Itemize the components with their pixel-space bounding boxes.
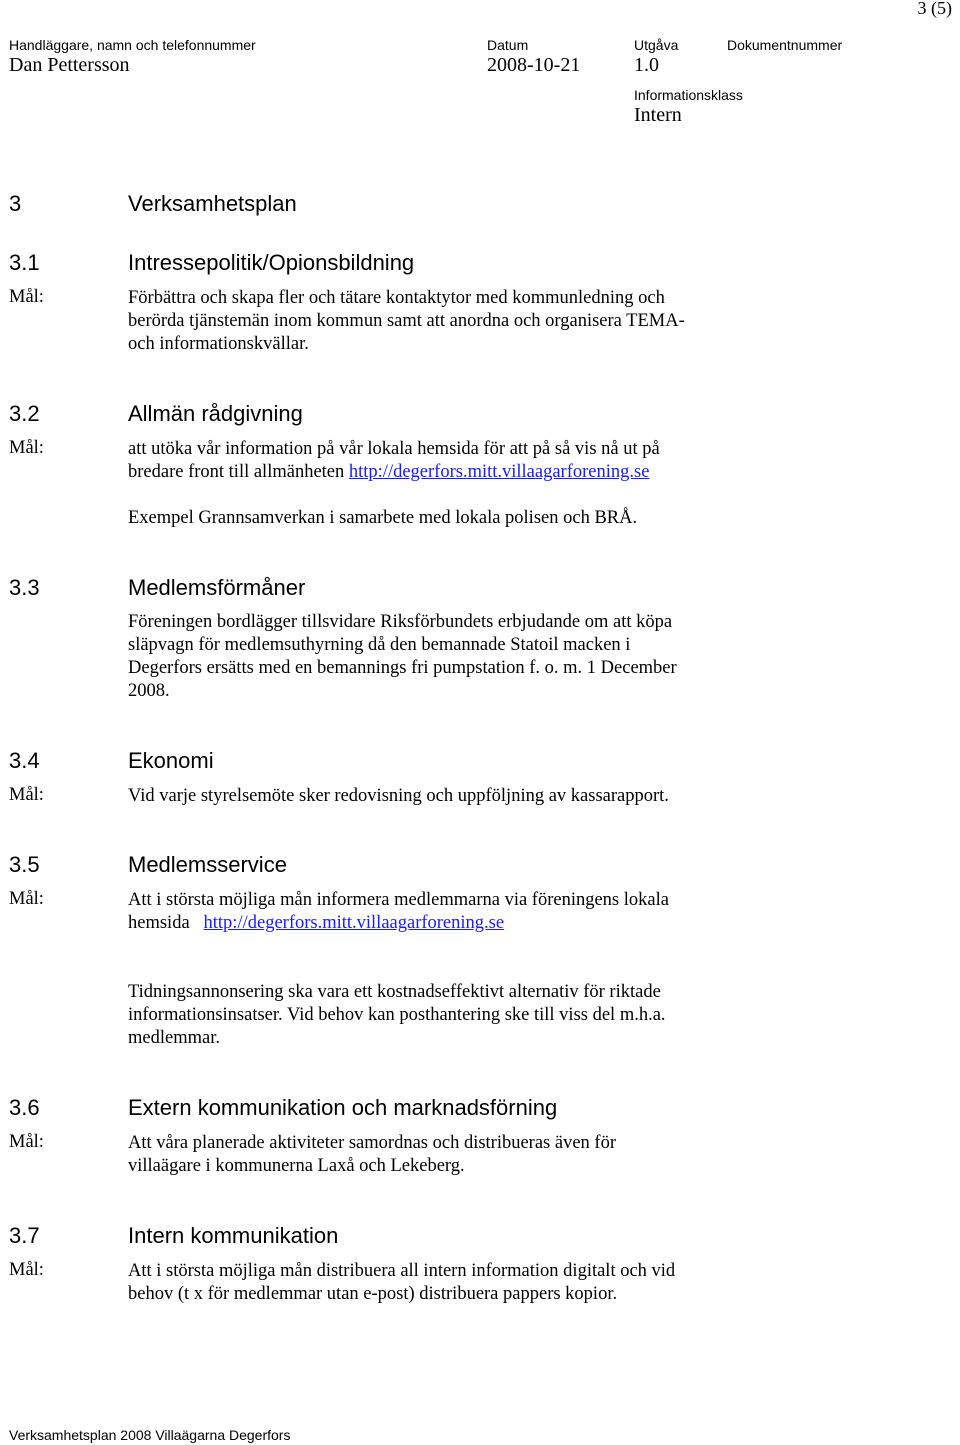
section-3-2-title: Allmän rådgivning bbox=[128, 401, 303, 426]
text-line: informationsinsatser. Vid behov kan posthantering ske till viss del m.h.a. bbox=[128, 1005, 666, 1025]
section-3-1-title: Intressepolitik/Opionsbildning bbox=[128, 250, 415, 275]
section-3-2-number: 3.2 bbox=[9, 401, 40, 426]
section-3-3-number: 3.3 bbox=[9, 575, 40, 600]
text-fragment: hemsida bbox=[128, 913, 195, 933]
page-footer: Verksamhetsplan 2008 Villaägarna Degerfors bbox=[9, 1427, 291, 1443]
goal-label: Mål: bbox=[9, 1260, 44, 1280]
text-line bbox=[128, 461, 788, 484]
class-value: Intern bbox=[634, 104, 682, 126]
text-line: Degerfors ersätts med en bemannings fri pumpstation f. o. m. 1 December bbox=[128, 658, 677, 678]
edition-label: Utgåva bbox=[634, 37, 679, 53]
date-value: 2008-10-21 bbox=[487, 54, 581, 76]
section-3-7-text bbox=[128, 1260, 788, 1306]
goal-label: Mål: bbox=[9, 438, 44, 458]
section-3-2-example: Exempel Grannsamverkan i samarbete med lokala polisen och BRÅ. bbox=[128, 508, 638, 528]
chapter-title: Verksamhetsplan bbox=[128, 191, 297, 216]
text-line bbox=[128, 912, 788, 935]
text-line: villaägare i kommunerna Laxå och Lekeberg. bbox=[128, 1156, 465, 1176]
website-link[interactable]: http://degerfors.mitt.villaagarforening.se bbox=[203, 913, 505, 933]
section-3-2-text bbox=[128, 438, 788, 484]
docnum-label: Dokumentnummer bbox=[727, 37, 843, 53]
text-line: Att våra planerade aktiviteter samordnas och distribueras även för bbox=[128, 1133, 617, 1153]
section-3-7-title: Intern kommunikation bbox=[128, 1223, 339, 1248]
text-line: Förbättra och skapa fler och tätare kontaktytor med kommunledning och bbox=[128, 288, 665, 308]
section-3-3-title: Medlemsförmåner bbox=[128, 575, 306, 600]
handler-value: Dan Pettersson bbox=[9, 54, 130, 76]
section-3-7-number: 3.7 bbox=[9, 1223, 40, 1248]
date-label: Datum bbox=[487, 37, 529, 53]
text-line: Föreningen bordlägger tillsvidare Riksförbundets erbjudande om att köpa bbox=[128, 612, 673, 632]
section-3-1-number: 3.1 bbox=[9, 250, 40, 275]
text-line: 2008. bbox=[128, 681, 170, 701]
goal-label: Mål: bbox=[9, 1132, 44, 1152]
class-label: Informationsklass bbox=[634, 87, 743, 103]
text-line: medlemmar. bbox=[128, 1028, 220, 1048]
section-3-5-extra bbox=[128, 981, 788, 1050]
text-line: Att i största möjliga mån informera medlemmarna via föreningens lokala bbox=[128, 890, 669, 910]
section-3-5-number: 3.5 bbox=[9, 852, 40, 877]
text-line: Att i största möjliga mån distribuera all intern information digitalt och vid bbox=[128, 1261, 676, 1281]
section-3-4-title: Ekonomi bbox=[128, 748, 214, 773]
section-3-5-text bbox=[128, 889, 788, 935]
website-link[interactable]: http://degerfors.mitt.villaagarforening.se bbox=[348, 462, 650, 482]
section-3-6-text bbox=[128, 1132, 788, 1178]
goal-label: Mål: bbox=[9, 889, 44, 909]
section-3-4-number: 3.4 bbox=[9, 748, 40, 773]
section-3-1-text bbox=[128, 287, 788, 356]
chapter-number: 3 bbox=[9, 191, 22, 216]
text-line: Tidningsannonsering ska vara ett kostnadseffektivt alternativ för riktade bbox=[128, 982, 661, 1002]
section-3-6-title: Extern kommunikation och marknadsförning bbox=[128, 1095, 558, 1120]
handler-label: Handläggare, namn och telefonnummer bbox=[9, 37, 256, 53]
text-line: berörda tjänstemän inom kommun samt att anordna och organisera TEMA- bbox=[128, 311, 685, 331]
section-3-3-text bbox=[128, 611, 788, 703]
text-line: att utöka vår information på vår lokala hemsida för att på så vis nå ut på bbox=[128, 439, 660, 459]
text-line: behov (t x för medlemmar utan e-post) distribuera pappers kopior. bbox=[128, 1284, 618, 1304]
text-fragment: bredare front till allmänheten bbox=[128, 462, 349, 482]
section-3-4-text: Vid varje styrelsemöte sker redovisning och uppföljning av kassarapport. bbox=[128, 786, 669, 806]
goal-label: Mål: bbox=[9, 785, 44, 805]
text-line: släpvagn för medlemsuthyrning då den bemannade Statoil macken i bbox=[128, 635, 631, 655]
goal-label: Mål: bbox=[9, 287, 44, 307]
page-number: 3 (5) bbox=[917, 0, 952, 18]
edition-value: 1.0 bbox=[634, 54, 659, 76]
section-3-5-title: Medlemsservice bbox=[128, 852, 287, 877]
section-3-6-number: 3.6 bbox=[9, 1095, 40, 1120]
text-line: och informationskvällar. bbox=[128, 334, 309, 354]
